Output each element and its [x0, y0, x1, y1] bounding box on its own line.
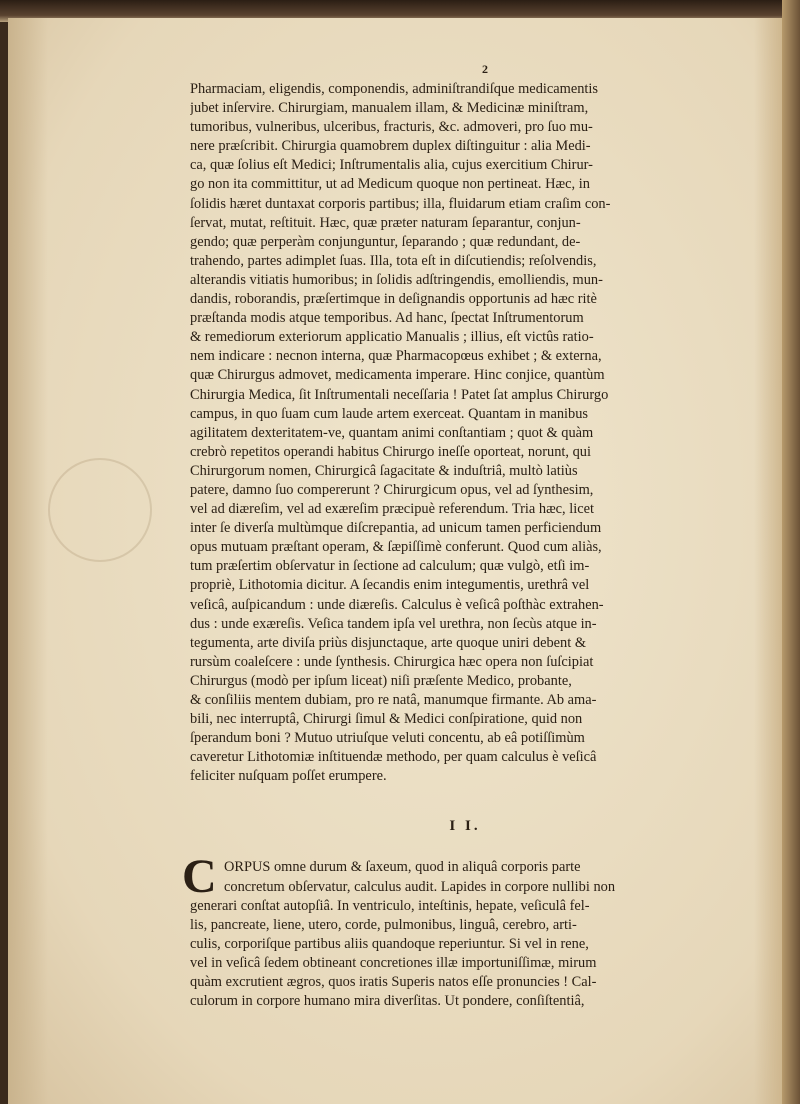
text-line: nem indicare : necnon interna, quæ Pharmacopœus exhibet ; & externa, — [190, 348, 602, 365]
binding-strip — [782, 0, 800, 1104]
text-line: feliciter nuſquam poſſet erumpere. — [190, 768, 387, 785]
text-line: agilitatem dexteritatem-ve, quantam animi conſtantiam ; quot & quàm — [190, 424, 594, 441]
text-line: campus, in quo ſuam cum laude artem exerceat. Quantam in manibus — [190, 405, 589, 422]
text-line: alterandis vitiatis humoribus; in ſolidis adſtringendis, emolliendis, mun- — [190, 271, 603, 288]
text-line: tegumenta, arte diviſa priùs disjunctaque, arte quoque uniri debent & — [190, 634, 587, 651]
paragraph-2-lines — [190, 858, 710, 1011]
text-line: quæ Chirurgus admovet, medicamenta imperare. Hinc conjice, quantùm — [190, 367, 605, 384]
text-line: vel ad diæreſim, vel ad exæreſim præcipuè referendum. Tria hæc, licet — [190, 501, 595, 518]
text-line: generari conſtat autopſiâ. In ventriculo, inteſtinis, hepate, veſiculâ fel- — [190, 897, 590, 914]
text-line: ſervat, mutat, reſtituit. Hæc, quæ præter naturam ſeparantur, conjun- — [190, 214, 581, 231]
page-gutter-shadow — [8, 18, 48, 1104]
text-block — [182, 62, 710, 1011]
text-line: nere præſcribit. Chirurgia quamobrem duplex diſtinguitur : alia Medi- — [190, 138, 591, 155]
paragraph-2 — [182, 850, 710, 1011]
text-line: ORPUS omne durum & ſaxeum, quod in aliquâ corporis parte — [224, 859, 581, 876]
page-edge-shadow — [754, 18, 784, 1104]
text-line: tumoribus, vulneribus, ulceribus, fracturis, &c. admoveri, pro ſuo mu- — [190, 119, 593, 136]
paragraph-1 — [190, 80, 710, 786]
text-line: Chirurgia Medica, ſit Inſtrumentali neceſſaria ! Patet ſat amplus Chirurgo — [190, 386, 609, 403]
text-line: crebrò repetitos operandi habitus Chirurgo ineſſe oporteat, norunt, qui — [190, 443, 591, 460]
text-line: vel in veſicâ ſedem obtineant concretiones illæ importuniſſimæ, mirum — [190, 954, 597, 971]
text-line: & conſiliis mentem dubiam, pro re natâ, manumque firmante. Ab ama- — [190, 692, 597, 708]
text-line: dus : unde exæreſis. Veſica tandem ipſa vel urethra, non ſecùs atque in- — [190, 615, 597, 632]
text-line: inter ſe diverſa multùmque diſcrepantia, ad unicum tamen perficiendum — [190, 520, 602, 537]
text-line: concretum obſervatur, calculus audit. Lapides in corpore nullibi non — [224, 878, 616, 895]
text-line: caveretur Lithotomiæ inſtituendæ methodo, per quam calculus è veſicâ — [190, 749, 597, 766]
bleed-through-stamp — [48, 458, 152, 562]
text-line: & remediorum exteriorum applicatio Manualis ; illius, eſt victûs ratio- — [190, 329, 594, 346]
text-line: præſtanda modis atque temporibus. Ad hanc, ſpectat Inſtrumentorum — [190, 310, 584, 327]
text-line: culorum in corpore humano mira diverſitas. Ut pondere, conſiſtentiâ, — [190, 993, 585, 1010]
text-line: veſicâ, auſpicandum : unde diæreſis. Calculus è veſicâ poſthàc extrahen- — [190, 596, 604, 613]
text-line: patere, damno ſuo compererunt ? Chirurgicum opus, vel ad ſynthesim, — [190, 481, 594, 498]
text-line: lis, pancreate, liene, utero, corde, pulmonibus, linguâ, cerebro, arti- — [190, 916, 577, 933]
text-line: quàm excrutient ægros, quos iratis Superis natos eſſe pronuncies ! Cal- — [190, 974, 597, 991]
text-line: Chirurgus (modò per ipſum liceat) niſi præſente Medico, probante, — [190, 672, 572, 689]
text-line: culis, corporiſque partibus aliis quandoque reperiuntur. Si vel in rene, — [190, 935, 589, 952]
text-line: jubet inſervire. Chirurgiam, manualem illam, & Medicinæ miniſtram, — [190, 100, 589, 117]
text-line: tum præſertim obſervatur in ſectione ad calculum; quæ vulgò, etſi im- — [190, 558, 590, 575]
text-line: ca, quæ ſolius eſt Medici; Inſtrumentalis alia, cujus exercitium Chirur- — [190, 157, 593, 174]
text-line: go non ita committitur, ut ad Medicum quoque non pertineat. Hæc, in — [190, 176, 590, 193]
text-line: opus mutuam præſtant operam, & ſæpiſſimè conferunt. Quod cum aliàs, — [190, 539, 602, 556]
text-line: Pharmaciam, eligendis, componendis, adminiſtrandiſque medicamentis — [190, 81, 599, 97]
page-number: 2 — [482, 62, 488, 76]
text-line: trahendo, partes adimplet ſuas. Illa, tota eſt in diſcutiendis; reſolvendis, — [190, 252, 597, 269]
text-line: bili, nec interruptâ, Chirurgi ſimul & Medici conſpiratione, quid non — [190, 711, 583, 728]
text-line: Chirurgorum nomen, Chirurgicâ ſagacitate & induſtriâ, multò latiùs — [190, 462, 578, 479]
section-heading: I I. — [449, 818, 481, 835]
text-line: ſolidis hæret duntaxat corporis partibus; illa, fluidarum etiam craſim con- — [190, 195, 611, 212]
text-line: propriè, Lithotomia dicitur. A ſecandis enim integumentis, urethrâ vel — [190, 577, 590, 594]
text-line: dandis, roborandis, præſertimque in deſignandis opportunis ad hæc ritè — [190, 291, 597, 308]
drop-cap-initial: C — [182, 850, 217, 904]
text-line: gendo; quæ perperàm conjunguntur, ſeparando ; quæ redundant, de- — [190, 233, 581, 250]
text-line: rursùm coaleſcere : unde ſynthesis. Chirurgica hæc opera non ſuſcipiat — [190, 653, 594, 670]
text-line: ſperandum boni ? Mutuo utriuſque veluti concentu, ab eâ potiſſimùm — [190, 730, 585, 747]
